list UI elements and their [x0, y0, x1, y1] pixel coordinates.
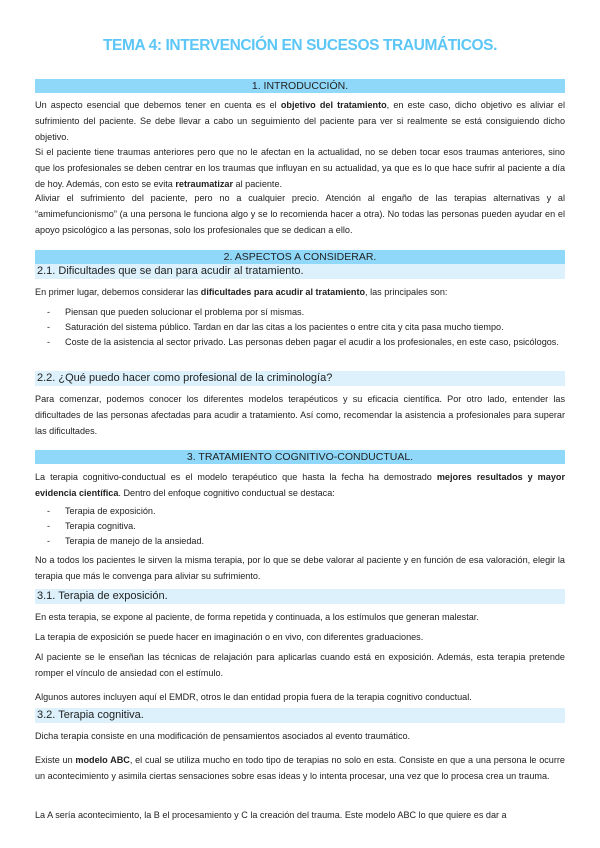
paragraph: En primer lugar, debemos considerar las dificultades para acudir al tratamiento, las principales son:: [35, 287, 448, 297]
document-title: TEMA 4: INTERVENCIÓN EN SUCESOS TRAUMÁTICOS.: [102, 37, 498, 54]
list-item: - Coste de la asistencia al sector privado. Las personas deben pagar el acudir a los profesionales, en este caso, psicólogos.: [45, 335, 565, 350]
section-heading-tratamiento: 3. TRATAMIENTO COGNITIVO-CONDUCTUAL.: [35, 450, 565, 464]
list-item: - Terapia de manejo de la ansiedad.: [45, 534, 565, 549]
subsection-heading-2-1: 2.1. Dificultades que se dan para acudir al tratamiento.: [35, 264, 565, 279]
paragraph: No a todos los pacientes le sirven la misma terapia, por lo que se debe valorar al paciente y en función de esa valoración, elegir la terapia que más le convenga para aliviar su sufrimiento.: [35, 555, 565, 581]
subsection-heading-2-2: 2.2. ¿Qué puedo hacer como profesional de la criminología?: [35, 371, 565, 386]
paragraph: En esta terapia, se expone al paciente, de forma repetida y continuada, a los estímulos que generan malestar.: [35, 612, 479, 622]
paragraph: La A sería acontecimiento, la B el procesamiento y C la creación del trauma. Este modelo ABC lo que quiere es dar a: [35, 810, 507, 820]
paragraph: Al paciente se le enseñan las técnicas de relajación para aplicarlas cuando está en exposición. Además, esta terapia pretende romper el vínculo de ansiedad con el estímulo.: [35, 652, 565, 678]
section-heading-aspectos: 2. ASPECTOS A CONSIDERAR.: [35, 250, 565, 264]
section-heading-introduccion: 1. INTRODUCCIÓN.: [35, 79, 565, 93]
paragraph: Un aspecto esencial que debemos tener en cuenta es el objetivo del tratamiento, en este caso, dicho objetivo es aliviar el sufrimiento del paciente. Se debe llevar a cabo un seguimiento del paciente para ver si realmente se está consiguiendo dicho objetivo.: [35, 100, 566, 142]
paragraph: Dicha terapia consiste en una modificación de pensamientos asociados al evento traumático.: [35, 731, 411, 741]
list-item: - Terapia cognitiva.: [45, 519, 565, 534]
paragraph: Aliviar el sufrimiento del paciente, pero no a cualquier precio. Atención al engaño de las terapias alternativas y al “amimefuncionismo” (a una persona le funciona algo y se lo recomienda hacer a otra). No todas las personas pueden ayudar en el apoyo psicológico a las personas, solo los profesionales que se dedican a ello.: [35, 193, 565, 235]
list-item: - Piensan que pueden solucionar el problema por sí mismas.: [45, 305, 565, 320]
subsection-heading-3-2: 3.2. Terapia cognitiva.: [35, 708, 565, 723]
paragraph: La terapia de exposición se puede hacer en imaginación o en vivo, con diferentes graduaciones.: [35, 632, 424, 642]
paragraph: Algunos autores incluyen aquí el EMDR, otros le dan entidad propia fuera de la terapia cognitivo conductual.: [35, 692, 472, 702]
paragraph: Existe un modelo ABC, el cual se utiliza mucho en todo tipo de terapias no solo en esta. Consiste en que a una persona le ocurre un acontecimiento y asimila ciertas sensaciones sobre esas ideas y lo intenta procesar, una vez que lo procesa crea un trauma.: [35, 755, 565, 781]
therapies-list: [45, 504, 565, 549]
subsection-heading-3-1: 3.1. Terapia de exposición.: [35, 589, 565, 604]
difficulties-list: [45, 305, 565, 350]
paragraph: La terapia cognitivo-conductual es el modelo terapéutico que hasta la fecha ha demostrado mejores resultados y mayor evidencia científica. Dentro del enfoque cognitivo conductual se destaca:: [35, 472, 565, 498]
paragraph: Si el paciente tiene traumas anteriores pero que no le afectan en la actualidad, no se deben tocar esos traumas anteriores, sino que los profesionales se deben centrar en los traumas que influyan en su actualidad, ya que es lo que hace sufrir al paciente a día de hoy. Además, con esto se evita retraumatizar al paciente.: [35, 147, 565, 189]
list-item: - Terapia de exposición.: [45, 504, 565, 519]
list-item: - Saturación del sistema público. Tardan en dar las citas a los pacientes o entre cita y cita pasa mucho tiempo.: [45, 320, 565, 335]
paragraph: Para comenzar, podemos conocer los diferentes modelos terapéuticos y su eficacia científica. Por otro lado, entender las dificultades de las personas afectadas para acudir a tratamiento. Así como, recomendar la asistencia a profesionales para superar las dificultades.: [35, 394, 565, 436]
